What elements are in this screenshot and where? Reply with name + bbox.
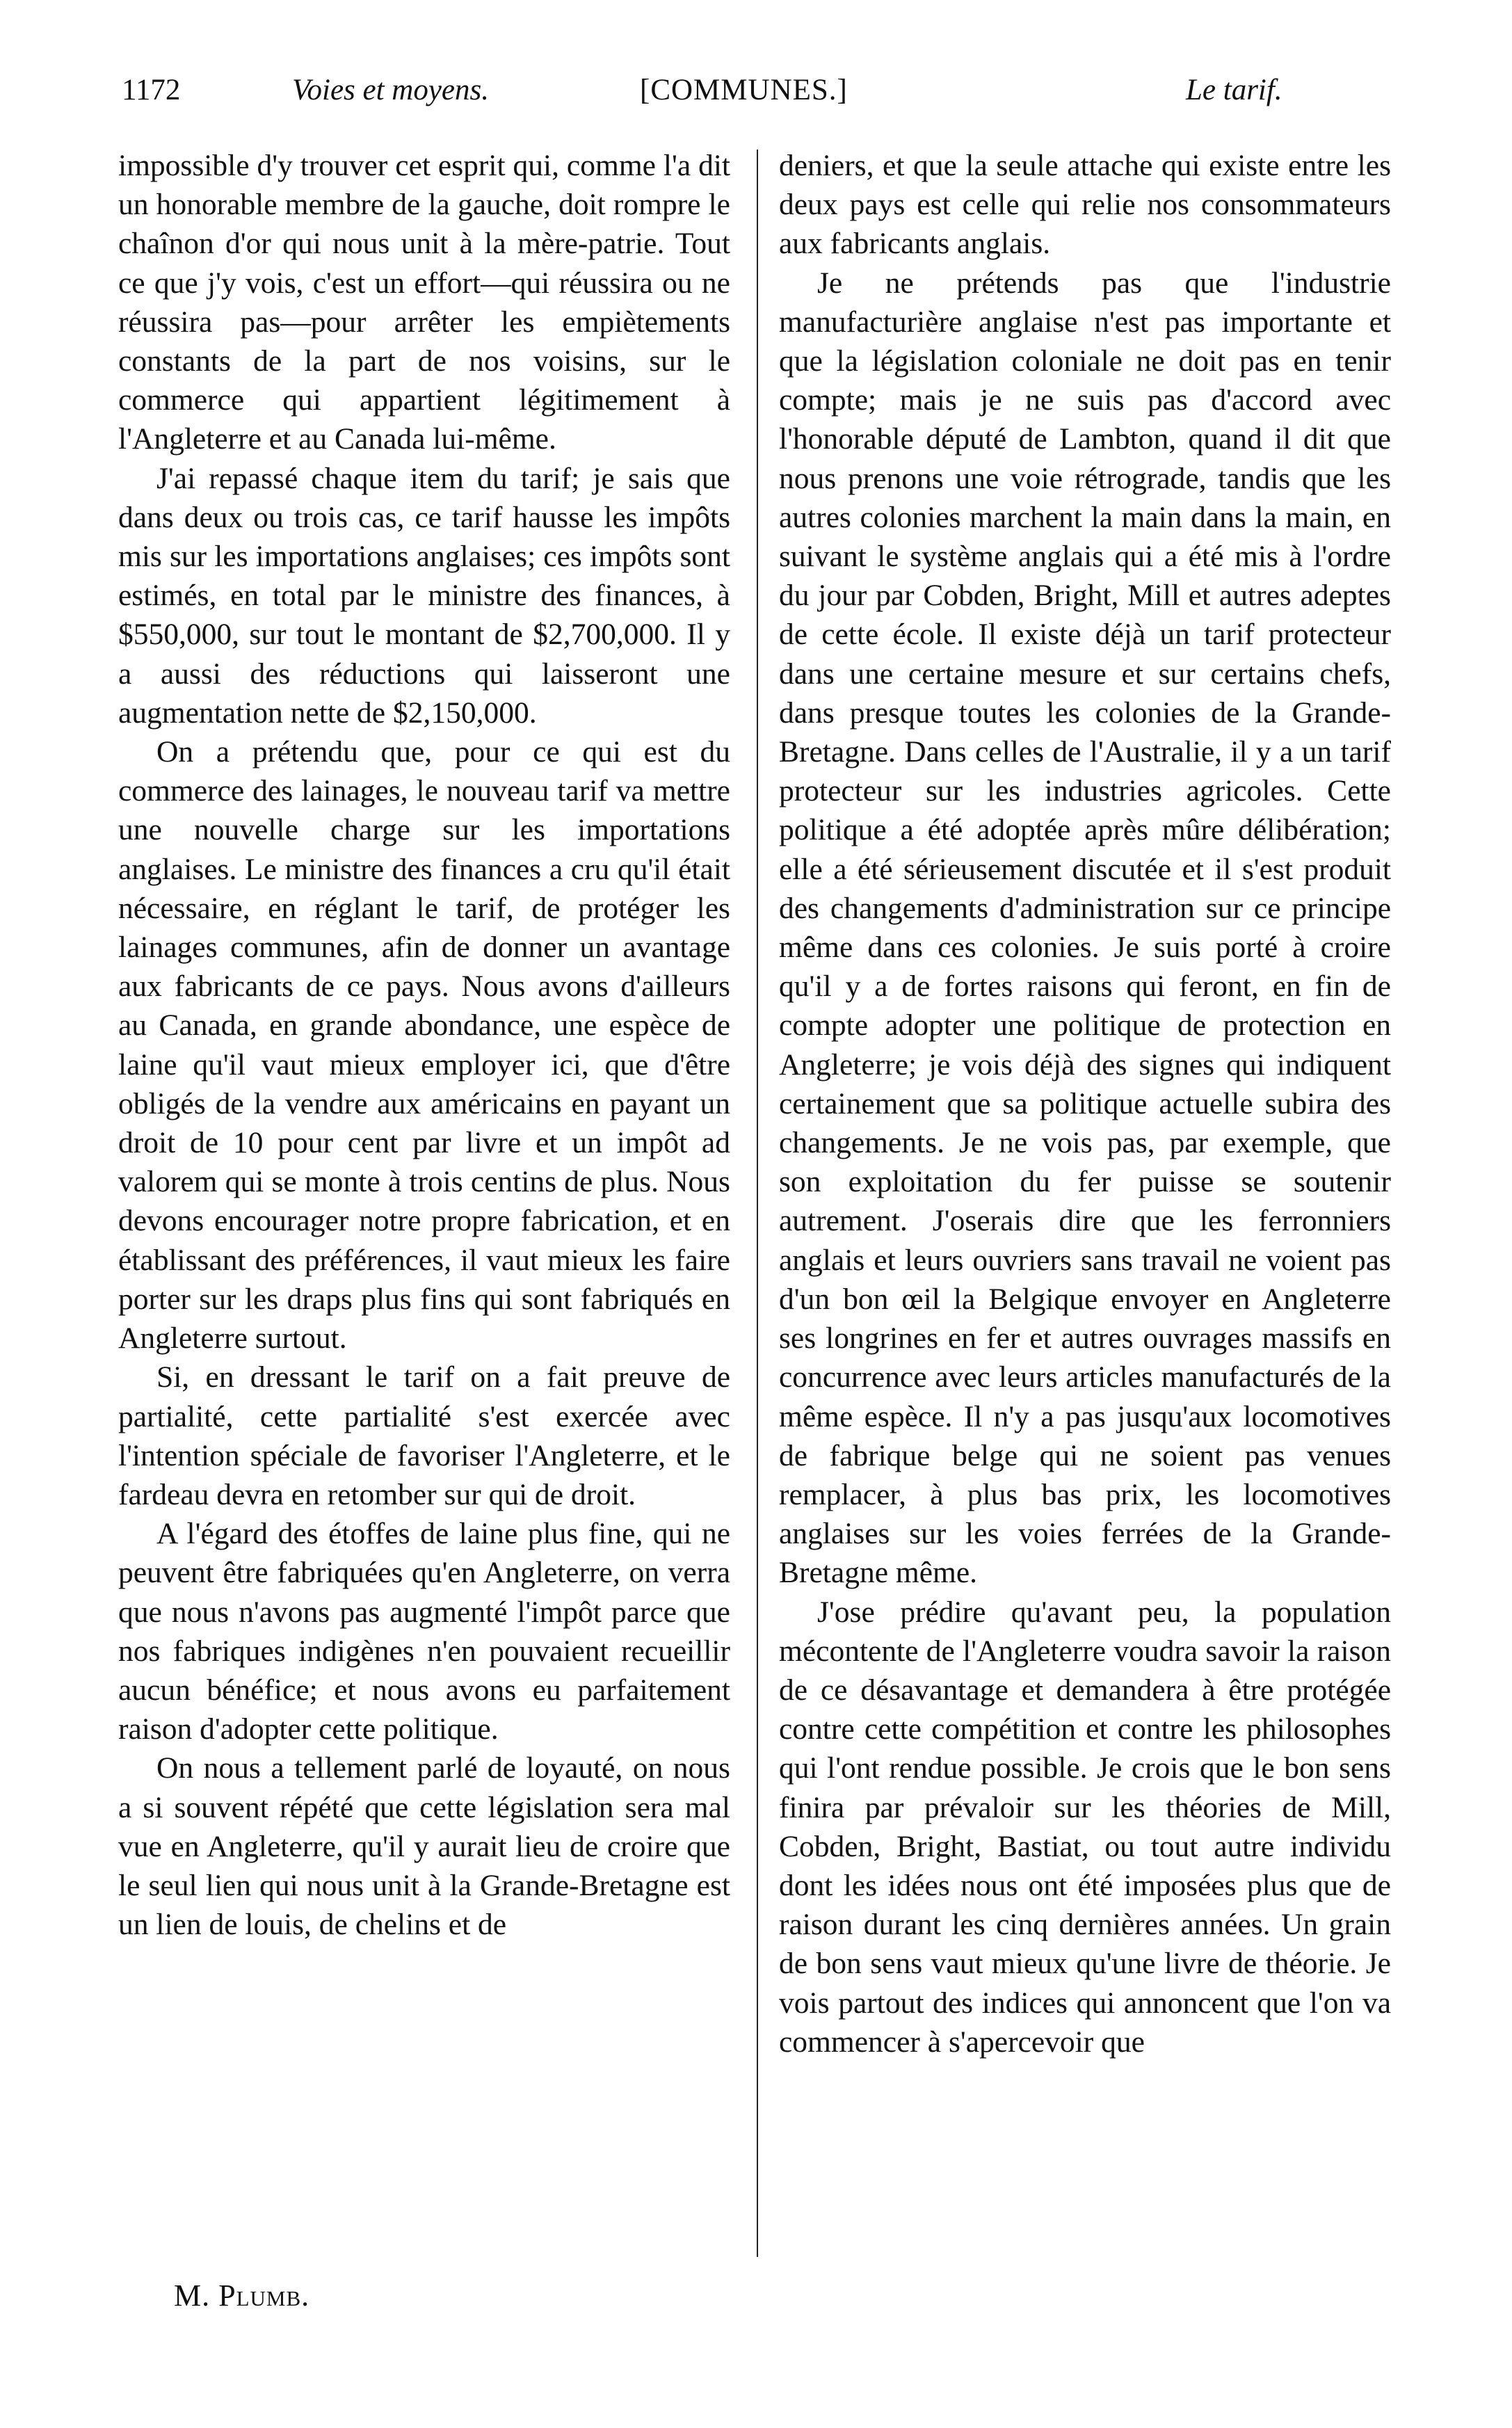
left-column bbox=[118, 146, 730, 2260]
paragraph: On a prétendu que, pour ce qui est du commerce des lainages, le nouveau tarif va mettre une nouvelle charge sur les importations anglaises. Le ministre des finances a cru qu'il était nécessaire, en réglant le tarif, de protéger les lainages communes, afin de donner un avantage aux fabricants de ce pays. Nous avons d'ailleurs au Canada, en grande abondance, une espèce de laine qu'il vaut mieux employer ici, que d'être obligés de la vendre aux américains en payant un droit de 10 pour cent par livre et un impôt ad valorem qui se monte à trois centins de plus. Nous devons encourager notre propre fabrication, et en établissant des préférences, il vaut mieux les faire porter sur les draps plus fins qui sont fabriqués en Angleterre surtout. bbox=[118, 735, 730, 1356]
paragraph: deniers, et que la seule attache qui existe entre les deux pays est celle qui relie nos consommateurs aux fabricants anglais. bbox=[779, 149, 1391, 261]
page-number: 1172 bbox=[122, 74, 181, 106]
paragraph: J'ai repassé chaque item du tarif; je sais que dans deux ou trois cas, ce tarif hausse les impôts mis sur les importations anglaises; ces impôts sont estimés, en total par le ministre des finances, à $550,000, sur tout le montant de $2,700,000. Il y a aussi des réductions qui laisseront une augmentation nette de $2,150,000. bbox=[118, 461, 730, 730]
paragraph: On nous a tellement parlé de loyauté, on nous a si souvent répété que cette législation sera mal vue en Angleterre, qu'il y aurait lieu de croire que le seul lien qui nous unit à la Grande-Bretagne est un lien de louis, de chelins et de bbox=[118, 1751, 730, 1942]
speaker-signature: M. Plumb. bbox=[174, 2278, 310, 2313]
paragraph: Je ne prétends pas que l'industrie manufacturière anglaise n'est pas importante et que la législation coloniale ne doit pas en tenir compte; mais je ne suis pas d'accord avec l'honorable député de Lambton, quand il dit que nous prenons une voie rétrograde, tandis que les autres colonies marchent la main dans la main, en suivant le système anglais qui a été mis à l'ordre du jour par Cobden, Bright, Mill et autres adeptes de cette école. Il existe déjà un tarif protecteur dans une certaine mesure et sur certains chefs, dans presque toutes les colonies de la Grande-Bretagne. Dans celles de l'Australie, il y a un tarif protecteur sur les industries agricoles. Cette politique a été adoptée après mûre délibération; elle a été sérieusement discutée et il s'est produit des changements d'administration sur ce principe même dans ces colonies. Je suis porté à croire qu'il y a de fortes raisons qui feront, en fin de compte adopter une politique de protection en Angleterre; je vois déjà des signes qui indiquent certainement que sa politique actuelle subira des changements. Je ne vois pas, par exemple, que son exploitation du fer puisse se soutenir autrement. J'oserais dire que les ferronniers anglais et leurs ouvriers sans travail ne voient pas d'un bon œil la Belgique envoyer en Angleterre ses longrines en fer et autres ouvrages massifs en concurrence avec leurs articles manufacturés de la même espèce. Il n'y a pas jusqu'aux locomotives de fabrique belge qui ne soient pas venues remplacer, à plus bas prix, les locomotives anglaises sur les voies ferrées de la Grande-Bretagne même. bbox=[779, 266, 1391, 1590]
center-title: [COMMUNES.] bbox=[640, 74, 848, 106]
column-divider bbox=[757, 150, 758, 2257]
left-running-title: Voies et moyens. bbox=[292, 74, 490, 106]
right-running-title: Le tarif. bbox=[1186, 74, 1282, 106]
right-column bbox=[779, 146, 1391, 2260]
paragraph: impossible d'y trouver cet esprit qui, comme l'a dit un honorable membre de la gauche, doit rompre le chaînon d'or qui nous unit à la mère-patrie. Tout ce que j'y vois, c'est un effort—qui réussira ou ne réussira pas—pour arrêter les empiètements constants de la part de nos voisins, sur le commerce qui appartient légitimement à l'Angleterre et au Canada lui-même. bbox=[118, 149, 730, 456]
paragraph: Si, en dressant le tarif on a fait preuve de partialité, cette partialité s'est exercée avec l'intention spéciale de favoriser l'Angleterre, et le fardeau devra en retomber sur qui de droit. bbox=[118, 1360, 730, 1511]
running-header bbox=[122, 73, 1401, 122]
paragraph: A l'égard des étoffes de laine plus fine, qui ne peuvent être fabriquées qu'en Angleterre, on verra que nous n'avons pas augmenté l'impôt parce que nos fabriques indigènes n'en pouvaient recueillir aucun bénéfice; et nous avons eu parfaitement raison d'adopter cette politique. bbox=[118, 1517, 730, 1746]
paragraph: J'ose prédire qu'avant peu, la population mécontente de l'Angleterre voudra savoir la raison de ce désavantage et demandera à être protégée contre cette compétition et contre les philosophes qui l'ont rendue possible. Je crois que le bon sens finira par prévaloir sur les théories de Mill, Cobden, Bright, Bastiat, ou tout autre individu dont les idées nous ont été imposées plus que de raison durant les cinq dernières années. Un grain de bon sens vaut mieux qu'une livre de théorie. Je vois partout des indices qui annoncent que l'on va commencer à s'apercevoir que bbox=[779, 1595, 1391, 2059]
